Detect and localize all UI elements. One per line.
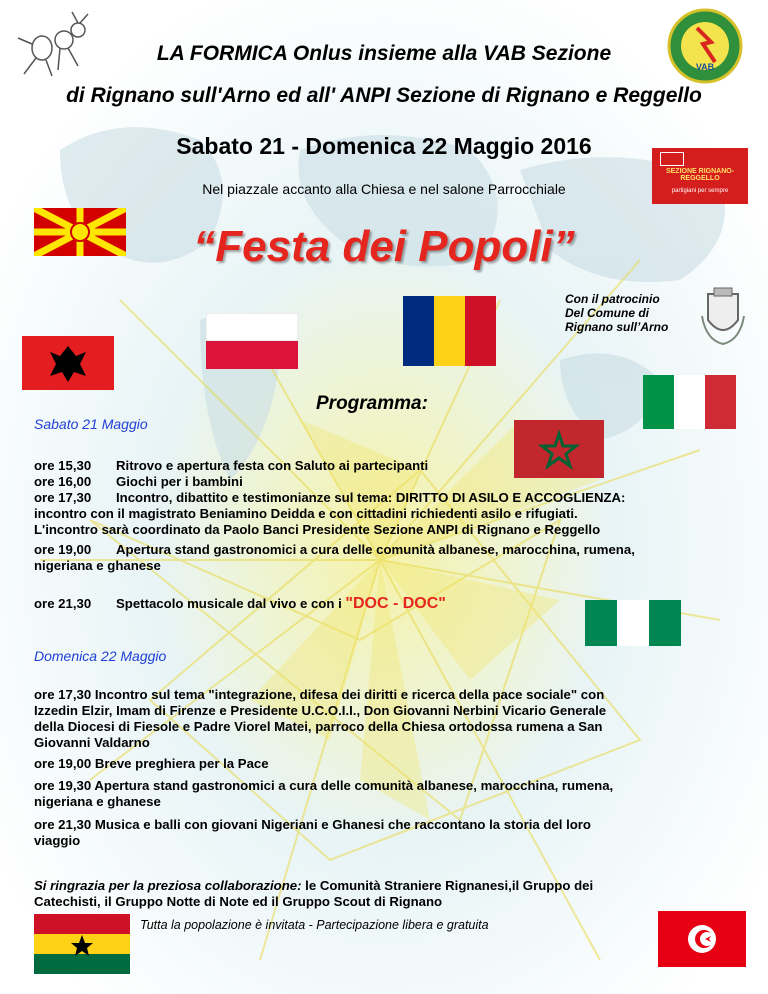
event-date: Sabato 21 - Domenica 22 Maggio 2016 <box>176 133 592 159</box>
saturday-item-1 <box>34 458 428 474</box>
sunday-line: della Diocesi di Fiesole e Padre Viorel Matei, parroco della Chiesa ortodossa rumena a San <box>34 719 603 734</box>
sunday-heading: Domenica 22 Maggio <box>34 648 167 664</box>
anpi-banner-sub: partigiani per sempre <box>671 188 729 194</box>
programma-heading: Programma: <box>316 393 428 414</box>
poland-flag <box>206 313 298 369</box>
saturday-item-3 <box>34 490 744 538</box>
sunday-line: ore 17,30 Incontro sul tema "integrazione, difesa dei diritti e ricerca della pace sociale" con <box>34 687 605 702</box>
item-time: ore 15,30 <box>34 458 92 473</box>
saturday-item-2 <box>34 474 243 490</box>
header-line-1: LA FORMICA Onlus insieme alla VAB Sezione <box>156 42 612 65</box>
thanks-line-2: Catechisti, il Gruppo Notte di Note ed il Gruppo Scout di Rignano <box>34 894 443 909</box>
italy-flag <box>643 375 736 429</box>
item-text: Incontro, dibattito e testimonianze sul tema: DIRITTO DI ASILO E ACCOGLIENZA: <box>116 490 626 505</box>
sunday-line: ore 19,30 Apertura stand gastronomici a cura delle comunità albanese, marocchina, rumena, <box>34 778 614 793</box>
thanks-line-1: le Comunità Straniere Rignanesi,il Gruppo dei <box>301 878 594 893</box>
item-time: ore 19,00 <box>34 542 92 557</box>
macedonia-flag <box>34 208 126 256</box>
item-text-line-2: incontro con il magistrato Beniamino Deidda e con cittadini richiedenti asilo e rifugiati. <box>34 506 578 521</box>
item-time: ore 17,30 <box>34 490 92 505</box>
albania-flag <box>22 336 114 390</box>
item-time: ore 16,00 <box>34 474 92 489</box>
item-text-line-2: nigeriana e ghanese <box>34 558 161 573</box>
thanks-lead: Si ringrazia per la preziosa collaborazione: <box>34 878 302 893</box>
invitation-text: Tutta la popolazione è invitata - Partecipazione libera e gratuita <box>140 918 489 932</box>
item-text: Apertura stand gastronomici a cura delle comunità albanese, marocchina, rumena, <box>116 542 635 557</box>
event-title: “Festa dei Popoli” <box>193 222 575 271</box>
saturday-show <box>34 596 446 612</box>
thanks-text <box>34 878 734 910</box>
saturday-heading: Sabato 21 Maggio <box>34 416 148 432</box>
band-name: "DOC - DOC" <box>345 595 446 612</box>
patronage-line-2: Del Comune di <box>565 306 650 320</box>
sunday-item-2: ore 19,00 Breve preghiera per la Pace <box>34 756 269 771</box>
tunisia-flag <box>658 911 746 967</box>
header-line-2: di Rignano sull'Arno ed all' ANPI Sezione di Rignano e Reggello <box>66 84 702 107</box>
patronage-line-1: Con il patrocinio <box>565 292 660 306</box>
sunday-line: viaggio <box>34 833 81 848</box>
patronage-text <box>565 292 695 334</box>
patronage-line-3: Rignano sull’Arno <box>565 320 669 334</box>
sunday-line: Izzedin Elzir, Imam di Firenze e Presidente U.C.O.I.I., Don Giovanni Nerbini Vicario Generale <box>34 703 607 718</box>
sunday-item-3 <box>34 778 744 810</box>
item-text: Giochi per i bambini <box>116 474 243 489</box>
vab-logo-text: VAB <box>695 62 715 72</box>
event-place: Nel piazzale accanto alla Chiesa e nel salone Parrocchiale <box>202 181 566 197</box>
anpi-banner-text: SEZIONE RIGNANO-REGGELLO <box>665 168 735 182</box>
sunday-line: ore 21,30 Musica e balli con giovani Nigeriani e Ghanesi che raccontano la storia del loro <box>34 817 591 832</box>
ghana-flag <box>34 914 130 974</box>
saturday-item-4 <box>34 542 744 574</box>
sunday-item-4 <box>34 817 744 849</box>
comune-crest-icon <box>698 286 748 346</box>
show-text: Spettacolo musicale dal vivo e con i <box>116 596 346 611</box>
sunday-line: nigeriana e ghanese <box>34 794 161 809</box>
romania-flag <box>403 296 496 366</box>
sunday-line: Giovanni Valdarno <box>34 735 150 750</box>
sunday-item-1 <box>34 687 744 751</box>
nigeria-flag <box>585 600 681 646</box>
morocco-flag <box>514 420 604 478</box>
item-text: Ritrovo e apertura festa con Saluto ai partecipanti <box>116 458 429 473</box>
show-time: ore 21,30 <box>34 596 92 611</box>
item-text-line-3: L'incontro sarà coordinato da Paolo Banci Presidente Sezione ANPI di Rignano e Reggello <box>34 522 601 537</box>
